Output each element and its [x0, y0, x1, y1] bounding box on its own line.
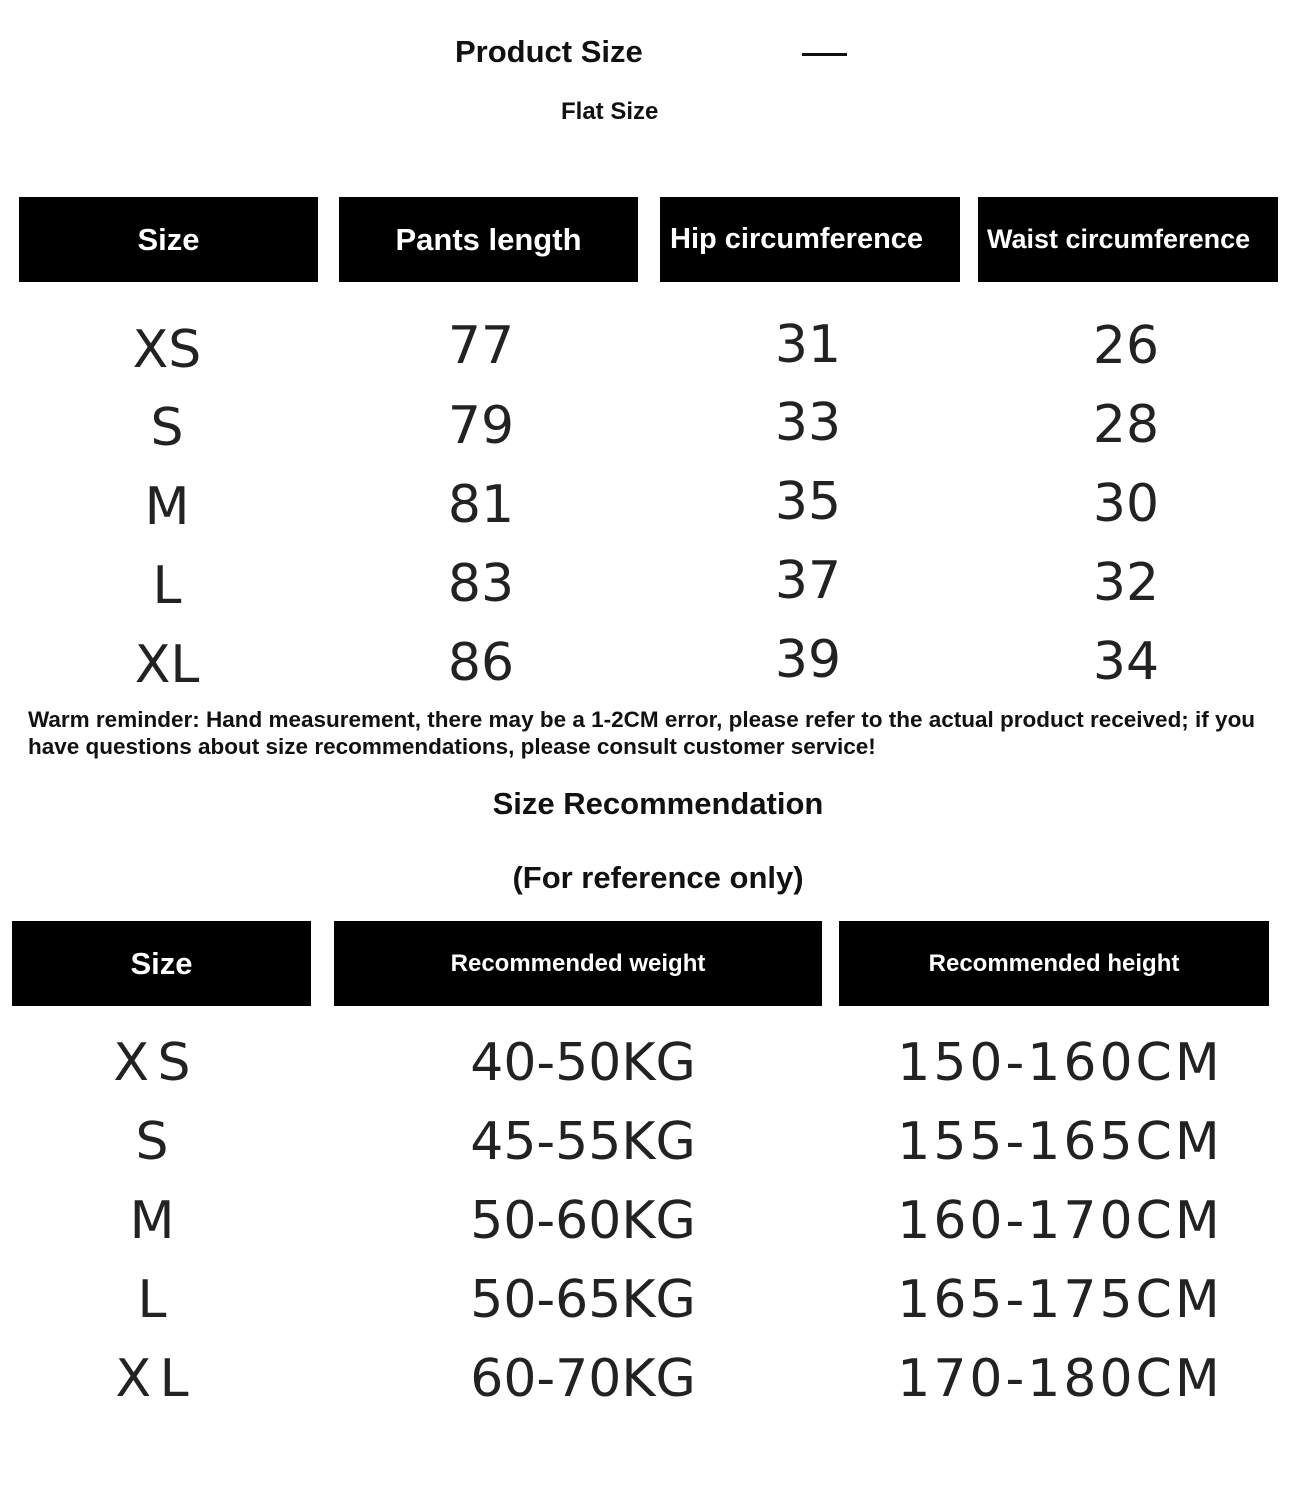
title-dash-divider: [802, 53, 847, 56]
recommended-height-header: Recommended height: [839, 921, 1269, 1006]
size-row-3-waist: 30: [1092, 474, 1160, 534]
recommendation-row-5-weight: 60-70KG: [470, 1349, 696, 1409]
recommendation-row-5-height: 170-180CM: [897, 1349, 1223, 1409]
recommendation-row-3-weight: 50-60KG: [470, 1191, 696, 1251]
warm-reminder-text: Warm reminder: Hand measurement, there may be a 1-2CM error, please refer to the actual product received; if you have questions about size recommendations, please consult customer service!: [28, 707, 1256, 759]
hip-circumference-header: Hip circumference: [660, 197, 960, 282]
size-row-5-hip: 39: [774, 630, 842, 690]
size-row-1-pants-length: 77: [447, 316, 515, 376]
size-row-1-waist: 26: [1092, 316, 1160, 376]
size-row-1-hip: 31: [774, 315, 842, 375]
recommended-weight-header: Recommended weight: [334, 921, 822, 1006]
recommendation-row-5-size: X L: [115, 1349, 189, 1409]
recommendation-row-4-size: L: [137, 1270, 167, 1330]
size-row-4-hip: 37: [774, 551, 842, 611]
size-row-2-waist: 28: [1092, 395, 1160, 455]
size-row-4-size: L: [152, 556, 182, 616]
reference-only-subtitle: (For reference only): [512, 860, 804, 895]
size-row-3-hip: 35: [774, 472, 842, 532]
size-row-2-size: S: [150, 398, 184, 458]
recommendation-row-2-weight: 45-55KG: [470, 1112, 696, 1172]
size-row-3-size: M: [144, 477, 190, 537]
recommendation-row-1-height: 150-160CM: [897, 1033, 1223, 1093]
size-row-1-size: XS: [132, 320, 202, 380]
size-row-5-waist: 34: [1092, 632, 1160, 692]
recommendation-row-1-size: X S: [113, 1033, 191, 1093]
recommendation-row-4-height: 165-175CM: [897, 1270, 1223, 1330]
size-header: Size: [19, 197, 318, 282]
size-row-3-pants-length: 81: [447, 475, 515, 535]
recommendation-row-2-height: 155-165CM: [897, 1112, 1223, 1172]
size-recommendation-title: Size Recommendation: [492, 786, 824, 821]
recommendation-row-4-weight: 50-65KG: [470, 1270, 696, 1330]
recommendation-size-header: Size: [12, 921, 311, 1006]
size-row-2-pants-length: 79: [447, 396, 515, 456]
recommendation-row-3-height: 160-170CM: [897, 1191, 1223, 1251]
size-row-2-hip: 33: [774, 393, 842, 453]
recommendation-row-3-size: M: [129, 1191, 175, 1251]
size-row-5-size: XL: [134, 635, 200, 695]
size-row-5-pants-length: 86: [447, 633, 515, 693]
waist-circumference-header: Waist circumference: [978, 197, 1278, 282]
flat-size-subtitle: Flat Size: [561, 98, 659, 125]
recommendation-row-2-size: S: [135, 1112, 169, 1172]
pants-length-header: Pants length: [339, 197, 638, 282]
recommendation-row-1-weight: 40-50KG: [470, 1033, 696, 1093]
product-size-title: Product Size: [455, 34, 643, 69]
size-row-4-waist: 32: [1092, 553, 1160, 613]
size-row-4-pants-length: 83: [447, 554, 515, 614]
